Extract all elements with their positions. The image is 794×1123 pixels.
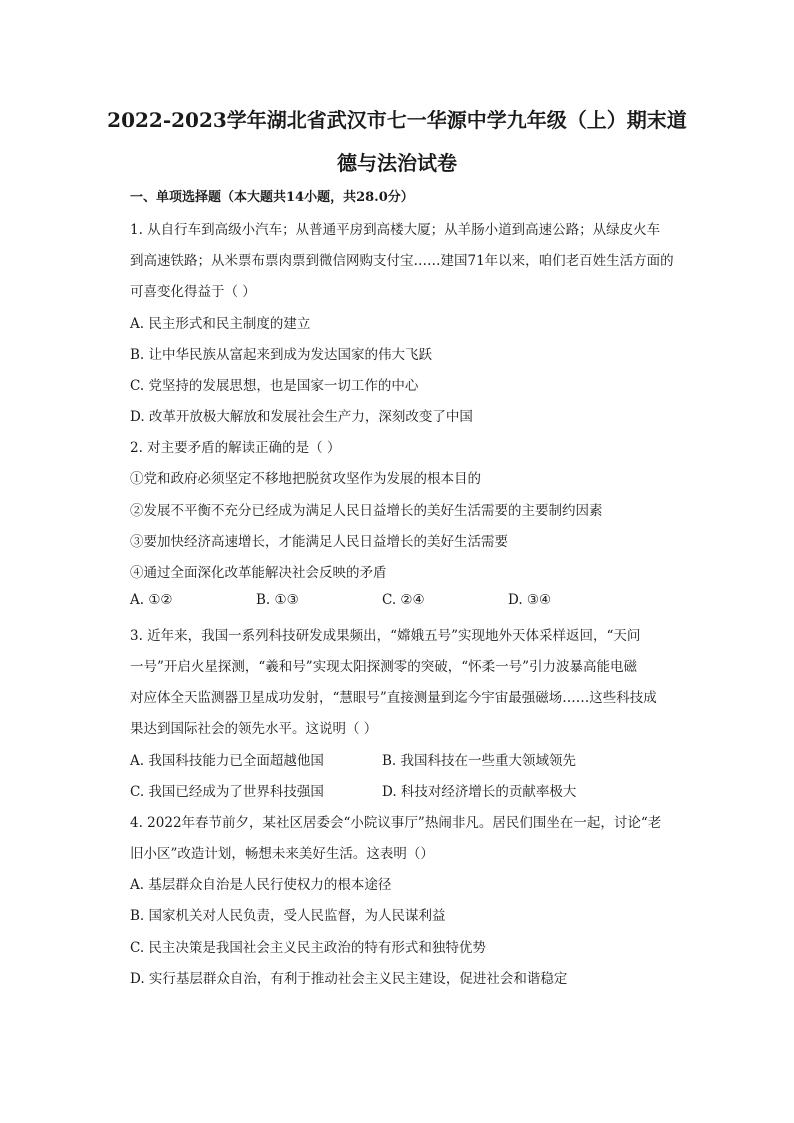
q1-option-c: C. 党坚持的发展思想，也是国家一切工作的中心 — [130, 378, 419, 394]
q2-option-b: B. ①③ — [256, 592, 299, 608]
q2-option-d: D. ③④ — [508, 592, 552, 608]
q2-statement-4: ④通过全面深化改革能解决社会反映的矛盾 — [130, 565, 387, 581]
q3-option-a: A. 我国科技能力已全面超越他国 — [130, 753, 324, 769]
q2-option-a: A. ①② — [130, 592, 173, 608]
q2-statement-1: ①党和政府必须坚定不移地把脱贫攻坚作为发展的根本目的 — [130, 471, 481, 487]
q3-option-d: D. 科技对经济增长的贡献率极大 — [382, 784, 577, 800]
q1-stem-line: 1. 从自行车到高级小汽车；从普通平房到高楼大厦；从羊肠小道到高速公路；从绿皮火车 — [130, 222, 661, 238]
q3-option-b: B. 我国科技在一些重大领域领先 — [382, 753, 577, 769]
q3-stem-line: 对应体全天监测器卫星成功发射，“慧眼号”直接测量到迄今宇宙最强磁场……这些科技成 — [130, 690, 657, 706]
q4-option-a: A. 基层群众自治是人民行使权力的根本途径 — [130, 877, 392, 893]
q1-option-a: A. 民主形式和民主制度的建立 — [130, 316, 311, 332]
q2-option-c: C. ②④ — [382, 592, 425, 608]
q4-stem-line: 旧小区”改造计划，畅想未来美好生活。这表明（） — [130, 846, 434, 862]
section-header: 一、单项选择题（本大题共14小题，共28.0分） — [130, 190, 414, 205]
q1-stem-line: 到高速铁路；从米票布票肉票到微信网购支付宝……建国71年以来，咱们老百姓生活方面的 — [130, 253, 674, 269]
q2-stem-line: 2. 对主要矛盾的解读正确的是（ ） — [130, 440, 341, 456]
q2-statement-3: ③要加快经济高速增长，才能满足人民日益增长的美好生活需要 — [130, 534, 508, 550]
exam-title-line2: 德与法治试卷 — [337, 151, 457, 175]
q4-option-c: C. 民主决策是我国社会主义民主政治的特有形式和独特优势 — [130, 940, 486, 956]
q1-option-b: B. 让中华民族从富起来到成为发达国家的伟大飞跃 — [130, 347, 433, 363]
q1-stem-line: 可喜变化得益于（ ） — [130, 284, 256, 300]
q4-stem-line: 4. 2022年春节前夕，某社区居委会“小院议事厅”热闹非凡。居民们围坐在一起，讨论“老 — [130, 815, 662, 831]
exam-title-line1: 2022-2023学年湖北省武汉市七一华源中学九年级（上）期末道 — [107, 108, 687, 132]
q2-statement-2: ②发展不平衡不充分已经成为满足人民日益增长的美好生活需要的主要制约因素 — [130, 503, 603, 519]
q3-option-c: C. 我国已经成为了世界科技强国 — [130, 784, 324, 800]
q4-option-b: B. 国家机关对人民负责，受人民监督，为人民谋利益 — [130, 908, 446, 924]
q3-stem-line: 3. 近年来，我国一系列科技研发成果频出，“嫦娥五号”实现地外天体采样返回，“天问 — [130, 628, 641, 644]
q4-option-d: D. 实行基层群众自治，有利于推动社会主义民主建设，促进社会和谐稳定 — [130, 971, 568, 987]
q3-stem-line: 果达到国际社会的领先水平。这说明（ ） — [130, 721, 378, 737]
q1-option-d: D. 改革开放极大解放和发展社会生产力，深刻改变了中国 — [130, 409, 473, 425]
q3-stem-line: 一号”开启火星探测，“羲和号”实现太阳探测零的突破，“怀柔一号”引力波暴高能电磁 — [130, 659, 638, 675]
